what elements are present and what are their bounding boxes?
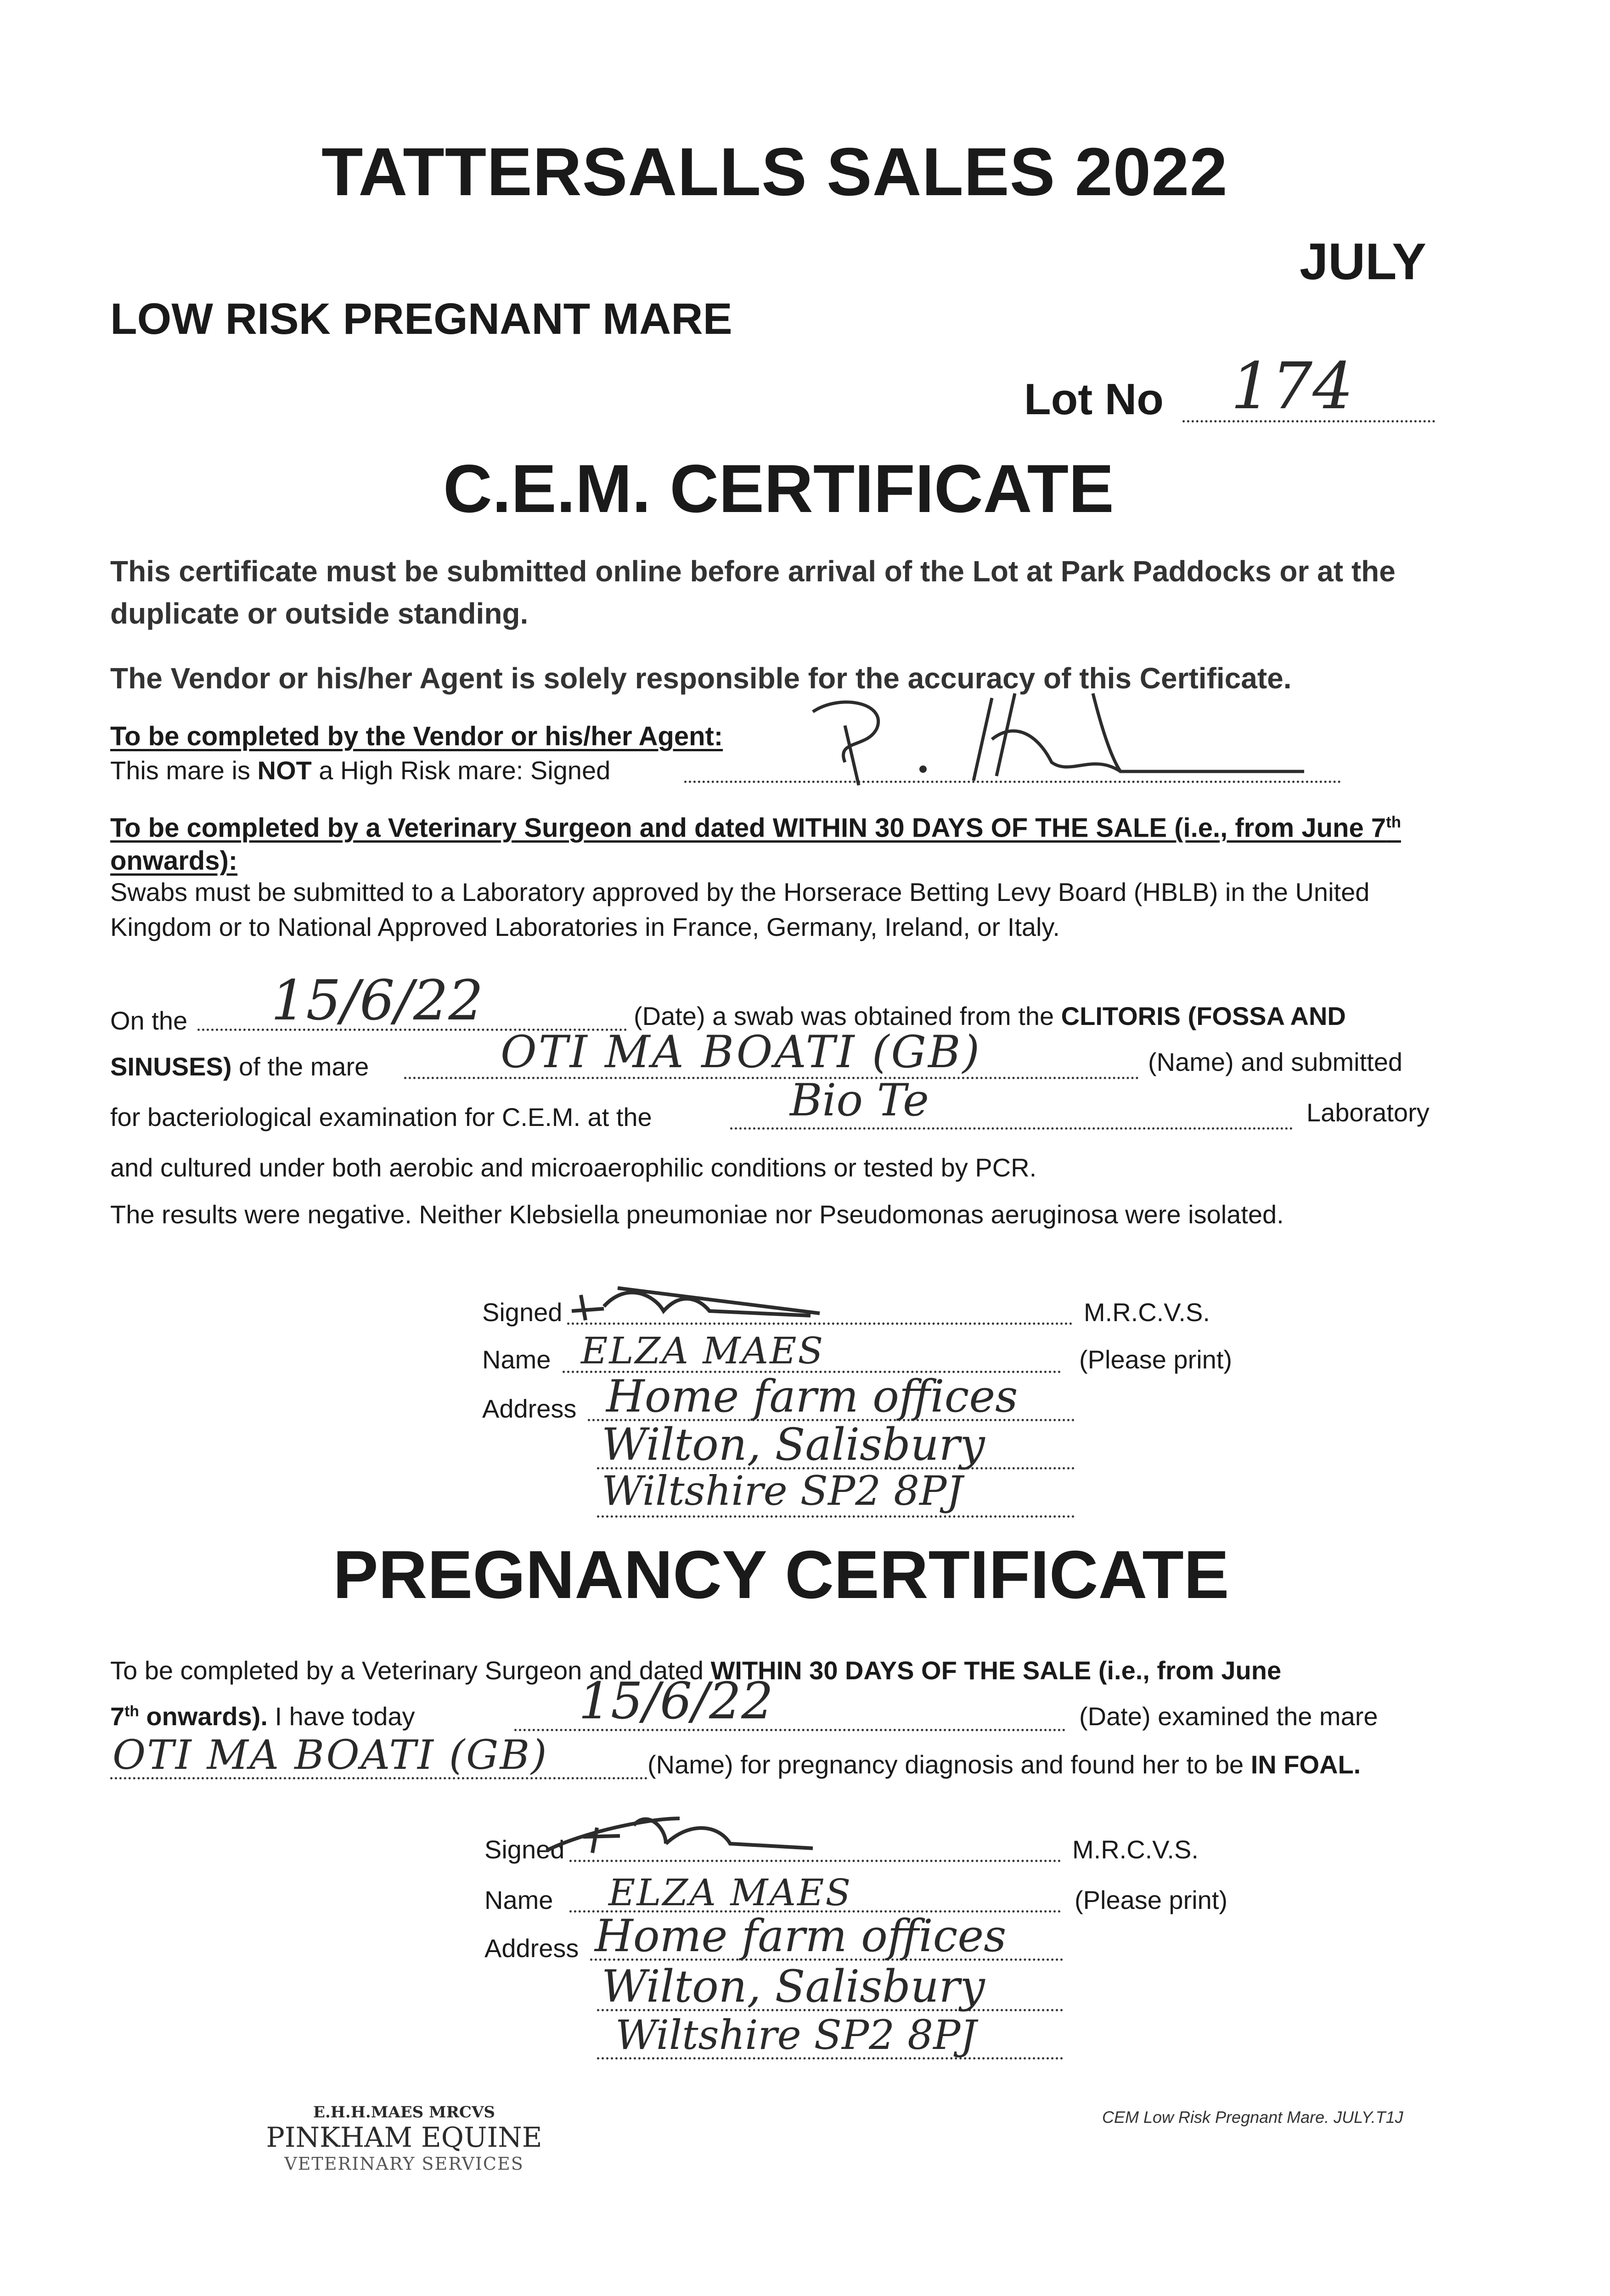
preg-line1-b: WITHIN 30 DAYS OF THE SALE (i.e., from June <box>710 1656 1282 1685</box>
not-emphasis: NOT <box>257 756 312 785</box>
cem-vet-name-handwritten: ELZA MAES <box>581 1329 825 1372</box>
preg-line2-b: onwards). <box>139 1702 268 1731</box>
preg-name-label: Name <box>484 1885 553 1914</box>
vet-practice-stamp <box>262 2103 546 2174</box>
of-the-mare: of the mare <box>231 1052 369 1081</box>
preg-line1-a: To be completed by a Veterinary Surgeon and dated <box>110 1656 711 1685</box>
preg-date-label: (Date) examined the mare <box>1079 1702 1378 1731</box>
high-risk-text-c: a High Risk mare: Signed <box>311 756 611 785</box>
preg-mrcvs: M.R.C.V.S. <box>1072 1835 1199 1864</box>
vendor-heading: To be completed by the Vendor or his/her Agent: <box>110 721 723 751</box>
page-title: TATTERSALLS SALES 2022 <box>321 134 1228 210</box>
preg-line2-sup: th <box>124 1703 139 1720</box>
clitoris-text: CLITORIS (FOSSA AND <box>1061 1002 1346 1030</box>
cem-heading: C.E.M. CERTIFICATE <box>443 451 1114 527</box>
cem-address-line2: Wilton, Salisbury <box>602 1419 985 1470</box>
vendor-signature <box>799 684 1313 790</box>
cem-vet-signature <box>563 1267 856 1327</box>
preg-address-label: Address <box>484 1934 579 1963</box>
pregnancy-heading: PREGNANCY CERTIFICATE <box>333 1537 1229 1613</box>
preg-vet-signature <box>528 1800 831 1864</box>
swab-instructions: Swabs must be submitted to a Laboratory approved by the Horserace Betting Levy Board (HBLB) in the United Kingdom or to National Approved Laboratories in France, Germany, Ireland, or Italy. <box>110 878 1370 941</box>
vet-heading-a: To be completed by a Veterinary Surgeon and dated WITHIN 30 DAYS OF THE SALE (i.e., from June 7 <box>110 813 1386 843</box>
cem-mrcvs: M.R.C.V.S. <box>1084 1298 1210 1327</box>
footer-form-code: CEM Low Risk Pregnant Mare. JULY.T1J <box>1102 2108 1403 2127</box>
mare-name-handwritten: OTI MA BOATI (GB) <box>501 1026 982 1078</box>
cem-please-print: (Please print) <box>1079 1345 1233 1374</box>
cem-name-label: Name <box>482 1345 551 1374</box>
laboratory-handwritten: Bio Te <box>790 1075 929 1126</box>
preg-line2-a: 7 <box>110 1702 125 1731</box>
bacteriological-text: for bacteriological examination for C.E.M. at the <box>110 1103 652 1131</box>
culture-statement: and cultured under both aerobic and microaerophilic conditions or tested by PCR. <box>110 1153 1037 1182</box>
vendor-responsibility: The Vendor or his/her Agent is solely responsible for the accuracy of this Certificate. <box>110 662 1292 695</box>
cem-address-line3: Wiltshire SP2 8PJ <box>602 1467 963 1514</box>
preg-line2 <box>110 1701 415 1731</box>
stamp-line1: E.H.H.MAES MRCVS <box>313 2103 495 2122</box>
high-risk-text-a: This mare is <box>110 756 258 785</box>
preg-vet-name-handwritten: ELZA MAES <box>608 1871 852 1914</box>
in-foal: IN FOAL. <box>1250 1750 1361 1779</box>
sale-month: JULY <box>1300 233 1427 290</box>
on-the-label: On the <box>110 1006 188 1035</box>
preg-please-print: (Please print) <box>1075 1885 1228 1914</box>
sinuses-line <box>110 1052 369 1081</box>
cem-address-line1: Home farm offices <box>606 1371 1018 1422</box>
vet-heading-sup: th <box>1386 813 1401 831</box>
stamp-line2: PINKHAM EQUINE <box>266 2122 542 2154</box>
preg-signed-label: Signed <box>484 1835 565 1864</box>
vet-heading-b: onwards): <box>110 846 238 876</box>
results-statement: The results were negative. Neither Klebsiella pneumoniae nor Pseudomonas aeruginosa were isolated. <box>110 1200 1284 1229</box>
high-risk-statement <box>110 755 610 785</box>
preg-date-handwritten: 15/6/22 <box>579 1671 774 1730</box>
stamp-line3: VETERINARY SERVICES <box>284 2154 524 2174</box>
preg-line2-c: I have today <box>267 1702 415 1731</box>
certificate-subtitle: LOW RISK PREGNANT MARE <box>110 294 732 343</box>
laboratory-label: Laboratory <box>1306 1098 1430 1127</box>
preg-address-line3: Wiltshire SP2 8PJ <box>615 2011 977 2059</box>
lot-number-handwritten: 174 <box>1231 349 1354 424</box>
cem-intro: This certificate must be submitted online before arrival of the Lot at Park Paddocks or at the duplicate or outside standing. <box>110 555 1396 630</box>
cem-address-label: Address <box>482 1394 577 1423</box>
preg-address-line1: Home farm offices <box>595 1910 1007 1962</box>
name-and-submitted: (Name) and submitted <box>1148 1047 1403 1076</box>
date-label: (Date) a swab was obtained from the <box>634 1002 1061 1030</box>
preg-address-line2: Wilton, Salisbury <box>602 1961 985 2012</box>
sinuses-text: SINUSES) <box>110 1052 232 1081</box>
preg-line3-text: (Name) for pregnancy diagnosis and found her to be <box>647 1750 1251 1779</box>
swab-date-handwritten: 15/6/22 <box>271 969 484 1033</box>
preg-line3 <box>647 1750 1361 1779</box>
vet-heading <box>110 806 1447 878</box>
preg-mare-name-handwritten: OTI MA BOATI (GB) <box>113 1731 548 1778</box>
cem-signed-label: Signed <box>482 1298 563 1327</box>
lot-label: Lot No <box>1024 375 1164 424</box>
